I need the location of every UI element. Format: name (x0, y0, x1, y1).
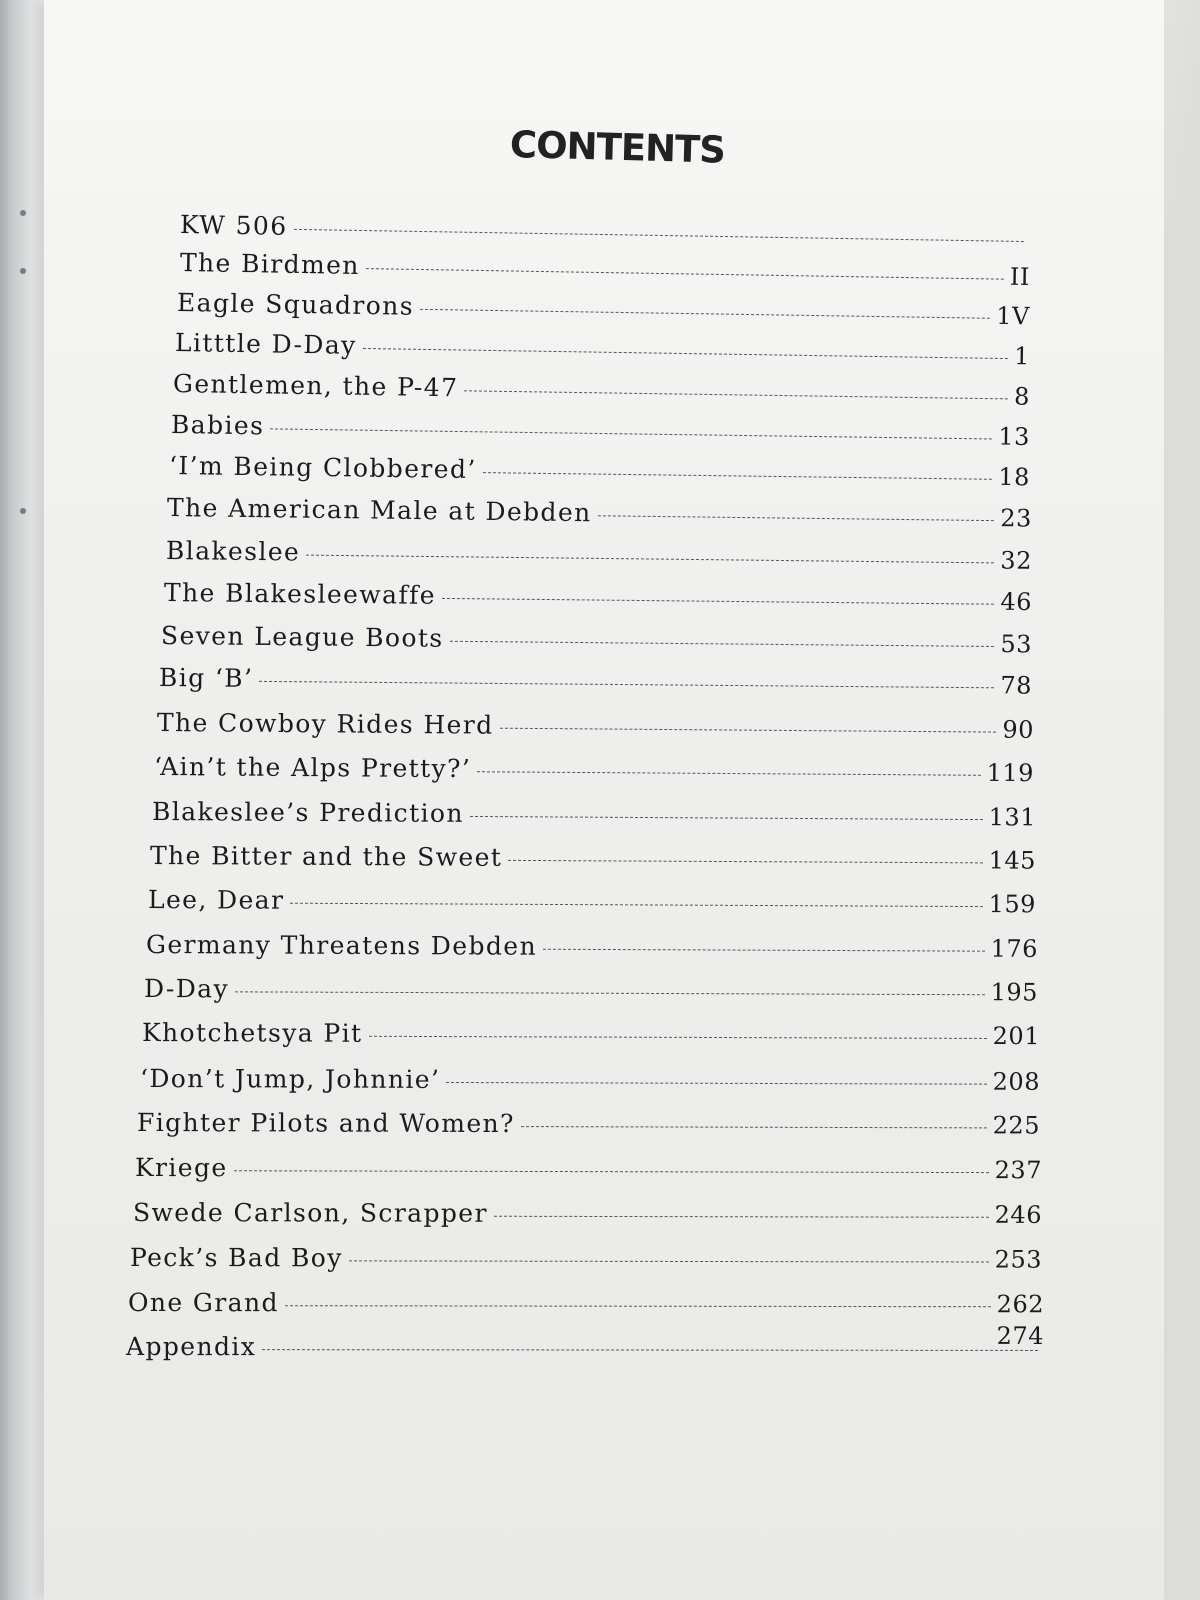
toc-entry-page: 119 (986, 758, 1035, 788)
toc-entry-title: D-Day (143, 974, 230, 1004)
toc-leader-dots (290, 903, 982, 907)
toc-entry (168, 451, 1031, 492)
toc-entry-title: ‘Don’t Jump, Johnnie’ (139, 1064, 441, 1094)
toc-entry (134, 1153, 1043, 1185)
contents-heading: CONTENTS (509, 123, 726, 172)
toc-entry (157, 710, 1034, 742)
toc-leader-dots (270, 428, 992, 439)
toc-leader-dots (234, 1170, 989, 1173)
toc-entry-page: 262 (996, 1290, 1045, 1319)
toc-leader-dots (477, 771, 980, 776)
toc-entry-title: Lee, Dear (147, 885, 285, 915)
toc-leader-dots (442, 598, 994, 605)
toc-entry-page: 208 (992, 1067, 1041, 1096)
toc-entry-page: 23 (1000, 504, 1033, 533)
toc-entry-page: 225 (992, 1111, 1041, 1140)
toc-entry-title: Fighter Pilots and Women? (136, 1108, 515, 1139)
toc-entry-page: 159 (988, 890, 1037, 919)
toc-leader-dots (262, 1349, 1038, 1351)
toc-entry-page: 8 (1013, 382, 1031, 411)
toc-entry-title: The Cowboy Rides Herd (156, 708, 494, 740)
toc-entry-title: Appendix (125, 1332, 257, 1362)
toc-entry-page: 32 (1000, 546, 1033, 575)
toc-entry (143, 974, 1039, 1007)
toc-entry-page: 1 (1013, 342, 1031, 371)
toc-entry-page: II (1009, 262, 1031, 292)
toc-entry-title: Big ‘B’ (158, 663, 254, 693)
toc-entry-page: 176 (990, 934, 1039, 963)
toc-entry-title: ‘I’m Being Clobbered’ (168, 451, 477, 485)
toc-entry (166, 538, 1032, 573)
toc-leader-dots (368, 1036, 986, 1039)
toc-entry-page: 274 (996, 1321, 1045, 1350)
toc-leader-dots (259, 681, 994, 688)
toc-entry-title: Swede Carlson, Scrapper (132, 1198, 488, 1228)
toc-entry-page: 237 (994, 1156, 1043, 1185)
toc-entry (176, 288, 1031, 331)
toc-entry (141, 1018, 1041, 1051)
toc-entry (146, 932, 1038, 961)
toc-leader-dots (235, 991, 985, 995)
toc-leader-dots (293, 229, 1023, 242)
toc-entry (137, 1110, 1040, 1138)
toc-leader-dots (543, 949, 985, 952)
toc-entry-title: KW 506 (179, 210, 288, 241)
toc-leader-dots (508, 860, 982, 863)
toc-entry (133, 1200, 1042, 1227)
toc-entry-title: Litttle D-Day (174, 328, 357, 360)
toc-entry-title: Blakeslee’s Prediction (151, 797, 465, 828)
toc-leader-dots (494, 1216, 989, 1218)
toc-entry-page: 195 (990, 978, 1039, 1007)
toc-entry-title: Gentlemen, the P-47 (172, 369, 459, 403)
toc-entry-page: 78 (1000, 671, 1033, 700)
toc-entry-title: ‘Ain’t the Alps Pretty?’ (153, 752, 472, 784)
toc-entry-title: The American Male at Debden (166, 493, 592, 528)
toc-entry (167, 495, 1032, 531)
toc-entry-title: Blakeslee (165, 536, 301, 567)
toc-entry (180, 212, 1030, 251)
toc-entry (160, 621, 1033, 659)
toc-entry-page: 53 (1000, 630, 1033, 659)
toc-leader-dots (366, 268, 1004, 280)
toc-entry (163, 578, 1033, 617)
toc-entry-page: 13 (998, 422, 1031, 451)
toc-leader-dots (450, 641, 995, 647)
toc-leader-dots (446, 1082, 986, 1085)
toc-leader-dots (500, 728, 997, 733)
toc-leader-dots (285, 1305, 991, 1307)
toc-entry (126, 1323, 1044, 1348)
toc-entry-title: Seven League Boots (160, 621, 444, 653)
toc-entry (147, 885, 1037, 919)
toc-leader-dots (306, 555, 994, 564)
toc-leader-dots (470, 816, 983, 820)
toc-entry-page: 201 (992, 1021, 1041, 1051)
toc-entry (179, 248, 1031, 292)
toc-leader-dots (521, 1126, 987, 1128)
toc-entry-page: 145 (988, 846, 1037, 875)
toc-entry-title: The Birdmen (179, 248, 361, 280)
toc-entry-title: Khotchetsya Pit (141, 1018, 363, 1048)
toc-entry (140, 1066, 1040, 1094)
toc-entry (150, 843, 1036, 873)
toc-entry (153, 752, 1035, 788)
toc-entry-page: 246 (994, 1200, 1043, 1229)
toc-leader-dots (363, 348, 1008, 359)
toc-entry-page: 90 (1002, 715, 1035, 744)
toc-entry (130, 1245, 1042, 1272)
toc-entry-page: 1V (996, 301, 1031, 331)
toc-entry-title: Eagle Squadrons (176, 288, 415, 321)
toc-entry-page: 18 (998, 462, 1031, 492)
toc-entry-page: 131 (988, 803, 1037, 832)
toc-entry (173, 371, 1030, 409)
toc-leader-dots (483, 472, 993, 480)
toc-leader-dots (464, 390, 1008, 399)
toc-entry-title: The Blakesleewaffe (163, 578, 437, 610)
toc-entry-title: Babies (170, 410, 265, 441)
toc-entry-page: 253 (994, 1245, 1043, 1274)
toc-entry-title: The Bitter and the Sweet (149, 841, 503, 872)
toc-entry-page: 46 (1000, 587, 1033, 617)
toc-entry-title: Kriege (134, 1153, 228, 1183)
toc-leader-dots (420, 309, 990, 319)
toc-entry (174, 328, 1031, 371)
toc-entry (159, 665, 1032, 698)
toc-entry-title: Germany Threatens Debden (145, 930, 538, 961)
toc-entry (127, 1288, 1045, 1319)
toc-entry (151, 797, 1037, 832)
toc-leader-dots (598, 515, 995, 521)
toc-entry-title: Peck’s Bad Boy (129, 1243, 343, 1273)
toc-leader-dots (349, 1260, 989, 1262)
toc-entry (171, 412, 1030, 449)
toc-entry-title: One Grand (127, 1288, 279, 1318)
